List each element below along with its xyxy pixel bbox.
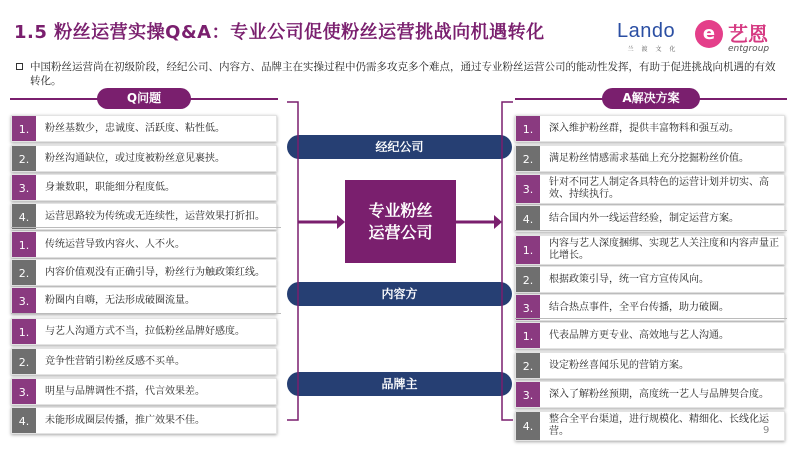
yien-en-name: entgroup bbox=[728, 44, 770, 54]
lando-subtitle: 兰 渡 文 化 bbox=[627, 46, 679, 53]
left-item-number: 2. bbox=[12, 349, 36, 374]
right-item-text: 设定粉丝喜闻乐见的营销方案。 bbox=[549, 359, 689, 371]
right-item-number: 3. bbox=[516, 295, 540, 320]
lando-wordmark: Lando bbox=[617, 20, 676, 42]
left-item-text: 内容价值观没有正确引导，粉丝行为触政策红线。 bbox=[45, 266, 265, 278]
left-item-number: 1. bbox=[12, 116, 36, 141]
group-divider bbox=[515, 230, 787, 231]
yien-cn-name: 艺恩 bbox=[728, 22, 768, 46]
left-item-number: 1. bbox=[12, 319, 36, 344]
left-item-text: 粉丝基数少，忠诚度、活跃度、粘性低。 bbox=[45, 122, 225, 134]
group-divider bbox=[515, 318, 787, 319]
left-arrow-head bbox=[337, 215, 345, 229]
left-item-number: 1. bbox=[12, 232, 36, 257]
page-number: 9 bbox=[763, 425, 770, 436]
yien-e-glyph: e bbox=[695, 20, 723, 48]
right-item-text: 整合全平台渠道，进行规模化、精细化、长线化运营。 bbox=[549, 414, 769, 437]
left-item-number: 3. bbox=[12, 175, 36, 200]
right-item-number: 2. bbox=[516, 267, 540, 292]
center-box-text: 专业粉丝 运营公司 bbox=[368, 200, 433, 242]
right-item-number: 3. bbox=[516, 175, 540, 203]
right-bracket bbox=[502, 102, 513, 420]
left-item-text: 明星与品牌调性不搭，代言效果差。 bbox=[45, 385, 205, 397]
right-item-number: 3. bbox=[516, 382, 540, 407]
left-bracket bbox=[287, 102, 298, 420]
left-item-text: 粉圈内自嗨，无法形成破圈流量。 bbox=[45, 294, 195, 306]
right-item-text: 结合热点事件，全平台传播，助力破圈。 bbox=[549, 301, 729, 313]
right-item-number: 2. bbox=[516, 146, 540, 171]
pill-agency: 经纪公司 bbox=[287, 135, 512, 159]
pill-brand: 品牌主 bbox=[287, 372, 512, 396]
left-item-number: 3. bbox=[12, 379, 36, 404]
right-item-number: 1. bbox=[516, 236, 540, 264]
left-item-text: 运营思路较为传统或无连续性，运营效果打折扣。 bbox=[45, 210, 265, 222]
intro-text: 中国粉丝运营尚在初级阶段，经纪公司、内容方、品牌主在实操过程中仍需多攻克多个难点，通过专业粉丝运营公司的能动性发挥，有助于促进挑战向机遇的有效转化。 bbox=[30, 61, 776, 87]
group-divider bbox=[11, 313, 281, 314]
group-divider bbox=[11, 227, 281, 228]
right-header: A解决方案 bbox=[602, 88, 700, 109]
right-item-number: 2. bbox=[516, 353, 540, 378]
left-item-number: 4. bbox=[12, 408, 36, 433]
left-item-number: 4. bbox=[12, 204, 36, 229]
left-item-number: 3. bbox=[12, 288, 36, 313]
left-item-number: 2. bbox=[12, 146, 36, 171]
right-item-text: 深入维护粉丝群，提供丰富物料和强互动。 bbox=[549, 122, 739, 134]
right-item-text: 根据政策引导，统一官方宣传风向。 bbox=[549, 273, 709, 285]
right-item-number: 1. bbox=[516, 116, 540, 141]
page-title: 1.5 粉丝运营实操Q&A：专业公司促使粉丝运营挑战向机遇转化 bbox=[14, 22, 545, 43]
right-arrow-head bbox=[494, 215, 502, 229]
right-item-text: 针对不同艺人制定各具特色的运营计划并切实、高效、持续执行。 bbox=[549, 177, 769, 200]
left-item-number: 2. bbox=[12, 260, 36, 285]
right-item-number: 4. bbox=[516, 206, 540, 231]
right-item-number: 1. bbox=[516, 323, 540, 348]
left-item-text: 粉丝沟通缺位，或过度被粉丝意见裹挟。 bbox=[45, 152, 225, 164]
right-item-text: 深入了解粉丝预期，高度统一艺人与品牌契合度。 bbox=[549, 388, 769, 400]
left-item-text: 身兼数职，职能细分程度低。 bbox=[45, 181, 175, 193]
right-item-text: 代表品牌方更专业、高效地与艺人沟通。 bbox=[549, 329, 729, 341]
left-item-text: 竞争性营销引粉丝反感不买单。 bbox=[45, 355, 185, 367]
right-item-number: 4. bbox=[516, 412, 540, 440]
left-header: Q问题 bbox=[97, 88, 191, 109]
right-item-text: 内容与艺人深度捆绑、实现艺人关注度和内容声量正比增长。 bbox=[549, 238, 779, 261]
right-item-text: 满足粉丝情感需求基础上充分挖掘粉丝价值。 bbox=[549, 152, 749, 164]
left-item-text: 传统运营导致内容火、人不火。 bbox=[45, 238, 185, 250]
right-item-text: 结合国内外一线运营经验，制定运营方案。 bbox=[549, 212, 739, 224]
left-item-text: 与艺人沟通方式不当，拉低粉丝品牌好感度。 bbox=[45, 325, 245, 337]
pill-content: 内容方 bbox=[287, 282, 512, 306]
left-item-text: 未能形成圈层传播，推广效果不佳。 bbox=[45, 414, 205, 426]
